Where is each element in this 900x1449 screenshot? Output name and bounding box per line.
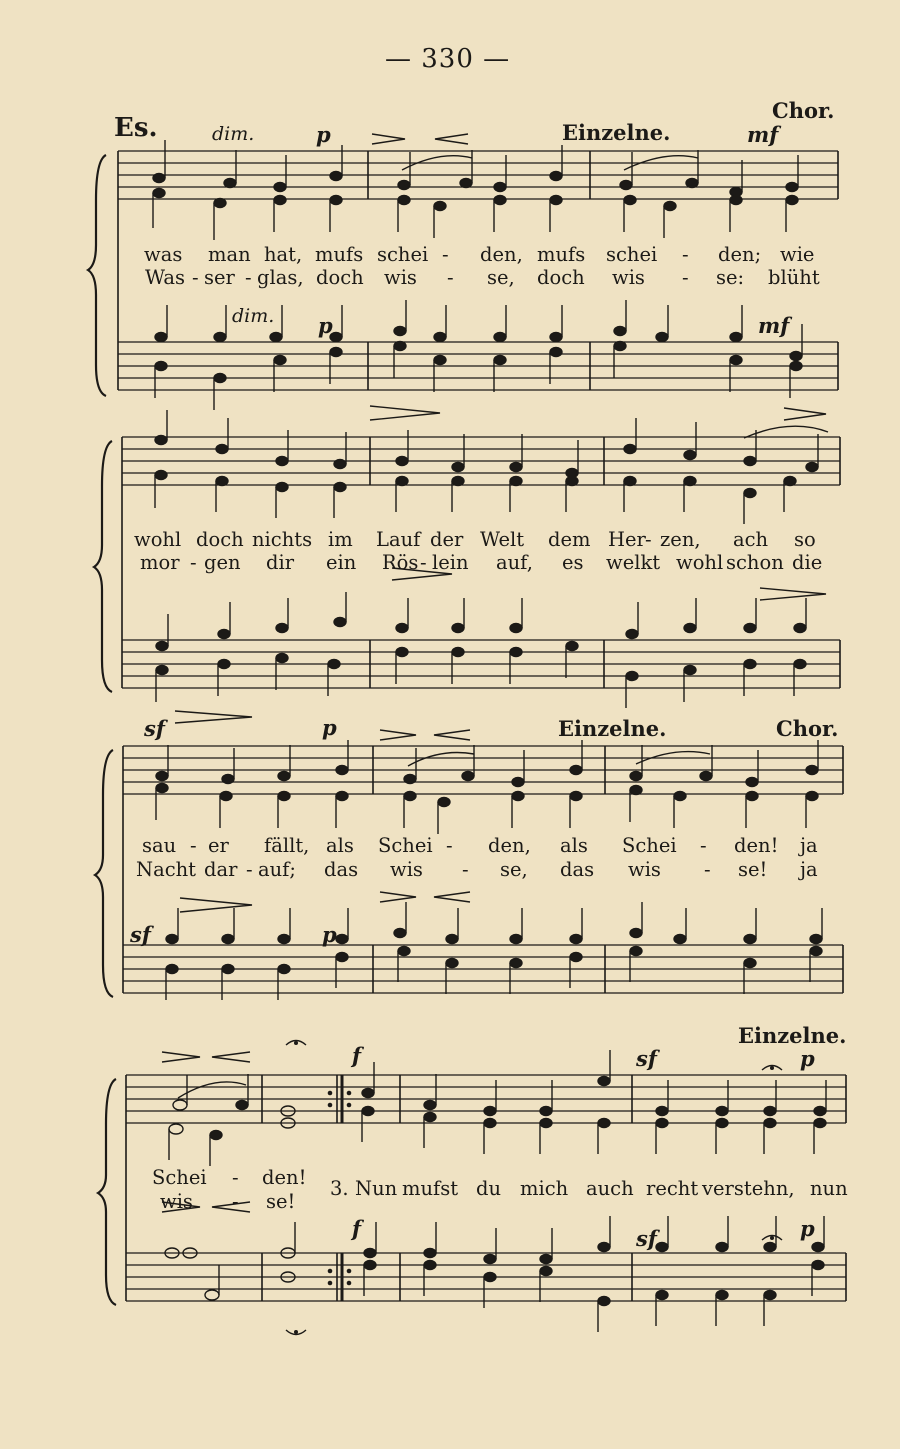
lyric: mufs bbox=[537, 243, 586, 266]
dynamic-mf-s1: mf bbox=[747, 122, 779, 147]
lyrics-s3-verse1 bbox=[0, 836, 900, 858]
lyric: dar bbox=[204, 858, 238, 881]
lyric: es bbox=[562, 551, 584, 574]
lyric: zen, bbox=[660, 528, 701, 551]
lyrics-s3-verse2 bbox=[0, 860, 900, 882]
lyric: mich bbox=[520, 1177, 569, 1200]
lyric: als bbox=[326, 834, 354, 857]
lyric: Schei bbox=[152, 1166, 207, 1189]
lyric: se, bbox=[500, 858, 528, 881]
dynamic-p-s3: p bbox=[322, 715, 337, 740]
lyric: - bbox=[232, 1166, 239, 1189]
lyric: ja bbox=[800, 834, 818, 857]
lyric: im bbox=[328, 528, 353, 551]
dynamic-f-s4: f bbox=[352, 1043, 362, 1068]
lyric: sau bbox=[142, 834, 177, 857]
lyric: ach bbox=[733, 528, 769, 551]
lyric: doch bbox=[196, 528, 244, 551]
lyric: welkt bbox=[606, 551, 661, 574]
lyric: Was bbox=[145, 266, 185, 289]
lyric: - bbox=[447, 266, 454, 289]
lyric: Welt bbox=[480, 528, 525, 551]
chor-label-s3: Chor. bbox=[776, 716, 839, 741]
lyric: Nun bbox=[355, 1177, 398, 1200]
lyric: se: bbox=[716, 266, 745, 289]
lyric: - bbox=[245, 266, 252, 289]
lyric: schei bbox=[606, 243, 658, 266]
lyric: se! bbox=[738, 858, 768, 881]
lyric: wohl bbox=[676, 551, 724, 574]
dynamic-sf-s4: sf bbox=[636, 1046, 657, 1071]
lyric: Schei bbox=[622, 834, 677, 857]
lyric: mufs bbox=[315, 243, 364, 266]
lyric: - bbox=[190, 551, 197, 574]
lyric: - bbox=[704, 858, 711, 881]
lyric: - bbox=[442, 243, 449, 266]
lyric: verstehn, bbox=[702, 1177, 795, 1200]
lyric: hat, bbox=[264, 243, 303, 266]
lyric: mufst bbox=[402, 1177, 459, 1200]
dynamic-mf-s1-lower: mf bbox=[758, 313, 790, 338]
lyric: se, bbox=[487, 266, 515, 289]
lyric: den, bbox=[480, 243, 523, 266]
lyrics-s1-verse1 bbox=[0, 245, 900, 267]
dynamic-dim-s1: dim. bbox=[212, 123, 255, 145]
einzelne-label-s3: Einzelne. bbox=[558, 716, 667, 741]
lyric: se! bbox=[266, 1190, 296, 1213]
lyric: fällt, bbox=[264, 834, 310, 857]
lyric: wis bbox=[612, 266, 645, 289]
lyric: nun bbox=[810, 1177, 848, 1200]
lyric: den! bbox=[734, 834, 779, 857]
dynamic-sf-s3-lower: sf bbox=[130, 922, 151, 947]
lyric: - bbox=[232, 1190, 239, 1213]
lyrics-s4-verse3 bbox=[0, 1179, 900, 1201]
lyric: - bbox=[420, 551, 427, 574]
lyric: nichts bbox=[252, 528, 313, 551]
lyric: Rös bbox=[382, 551, 419, 574]
lyric: 3. bbox=[330, 1177, 349, 1200]
lyric: - bbox=[190, 834, 197, 857]
lyric: den; bbox=[718, 243, 762, 266]
lyrics-s1-verse2 bbox=[0, 268, 900, 290]
lyric: wis bbox=[628, 858, 661, 881]
key-label: Es. bbox=[114, 113, 158, 143]
lyric: dir bbox=[266, 551, 295, 574]
lyric: Schei bbox=[378, 834, 433, 857]
lyric: wohl bbox=[134, 528, 182, 551]
lyric: so bbox=[794, 528, 816, 551]
lyric: ja bbox=[800, 858, 818, 881]
dynamic-p-s1: p bbox=[316, 122, 331, 147]
lyric: - bbox=[192, 266, 199, 289]
lyric: - bbox=[462, 858, 469, 881]
dynamic-f-s4-lower: f bbox=[352, 1216, 362, 1241]
lyrics-s2-verse2 bbox=[0, 553, 900, 575]
lyric: du bbox=[476, 1177, 502, 1200]
lyric: - bbox=[682, 266, 689, 289]
lyric: den, bbox=[488, 834, 531, 857]
lyrics-s2-verse1 bbox=[0, 530, 900, 552]
lyric: - bbox=[682, 243, 689, 266]
lyric: auch bbox=[586, 1177, 634, 1200]
lyric: ser bbox=[204, 266, 235, 289]
lyric: schei bbox=[377, 243, 429, 266]
lyric: wis bbox=[384, 266, 417, 289]
lyric: der bbox=[430, 528, 464, 551]
lyric: die bbox=[792, 551, 823, 574]
lyric: blüht bbox=[768, 266, 820, 289]
lyric: wis bbox=[160, 1190, 193, 1213]
lyric: gen bbox=[204, 551, 241, 574]
chor-label-s1: Chor. bbox=[772, 98, 835, 123]
lyric: mor bbox=[140, 551, 180, 574]
lyric: glas, bbox=[257, 266, 304, 289]
lyric: auf; bbox=[258, 858, 296, 881]
dynamic-p-s4: p bbox=[800, 1046, 815, 1071]
lyric: wis bbox=[390, 858, 423, 881]
lyric: - bbox=[700, 834, 707, 857]
dynamic-p-s4-lower: p bbox=[800, 1216, 815, 1241]
lyric: doch bbox=[537, 266, 585, 289]
lyric: lein bbox=[432, 551, 469, 574]
lyric: das bbox=[560, 858, 595, 881]
lyric: - bbox=[446, 834, 453, 857]
lyric: dem bbox=[548, 528, 591, 551]
dynamic-p-s1-lower: p bbox=[318, 313, 333, 338]
lyric: Her bbox=[608, 528, 646, 551]
lyric: Lauf bbox=[376, 528, 421, 551]
lyric: ein bbox=[326, 551, 357, 574]
lyric: man bbox=[208, 243, 251, 266]
dynamic-dim-s1-lower: dim. bbox=[232, 305, 275, 327]
lyric: schon bbox=[726, 551, 784, 574]
page-number: — 330 — bbox=[385, 44, 511, 74]
lyric: recht bbox=[646, 1177, 699, 1200]
lyric: auf, bbox=[496, 551, 533, 574]
einzelne-label-s4: Einzelne. bbox=[738, 1023, 847, 1048]
einzelne-label-s1: Einzelne. bbox=[562, 120, 671, 145]
lyric: - bbox=[645, 528, 652, 551]
dynamic-p-s3-lower: p bbox=[322, 922, 337, 947]
dynamic-sf-s4-lower: sf bbox=[636, 1226, 657, 1251]
dynamic-sf-s3: sf bbox=[144, 716, 165, 741]
lyric: Nacht bbox=[136, 858, 197, 881]
lyric: was bbox=[144, 243, 183, 266]
lyric: wie bbox=[780, 243, 815, 266]
lyric: doch bbox=[316, 266, 364, 289]
lyric: den! bbox=[262, 1166, 307, 1189]
lyric: er bbox=[208, 834, 229, 857]
lyric: als bbox=[560, 834, 588, 857]
lyric: - bbox=[246, 858, 253, 881]
lyric: das bbox=[324, 858, 359, 881]
